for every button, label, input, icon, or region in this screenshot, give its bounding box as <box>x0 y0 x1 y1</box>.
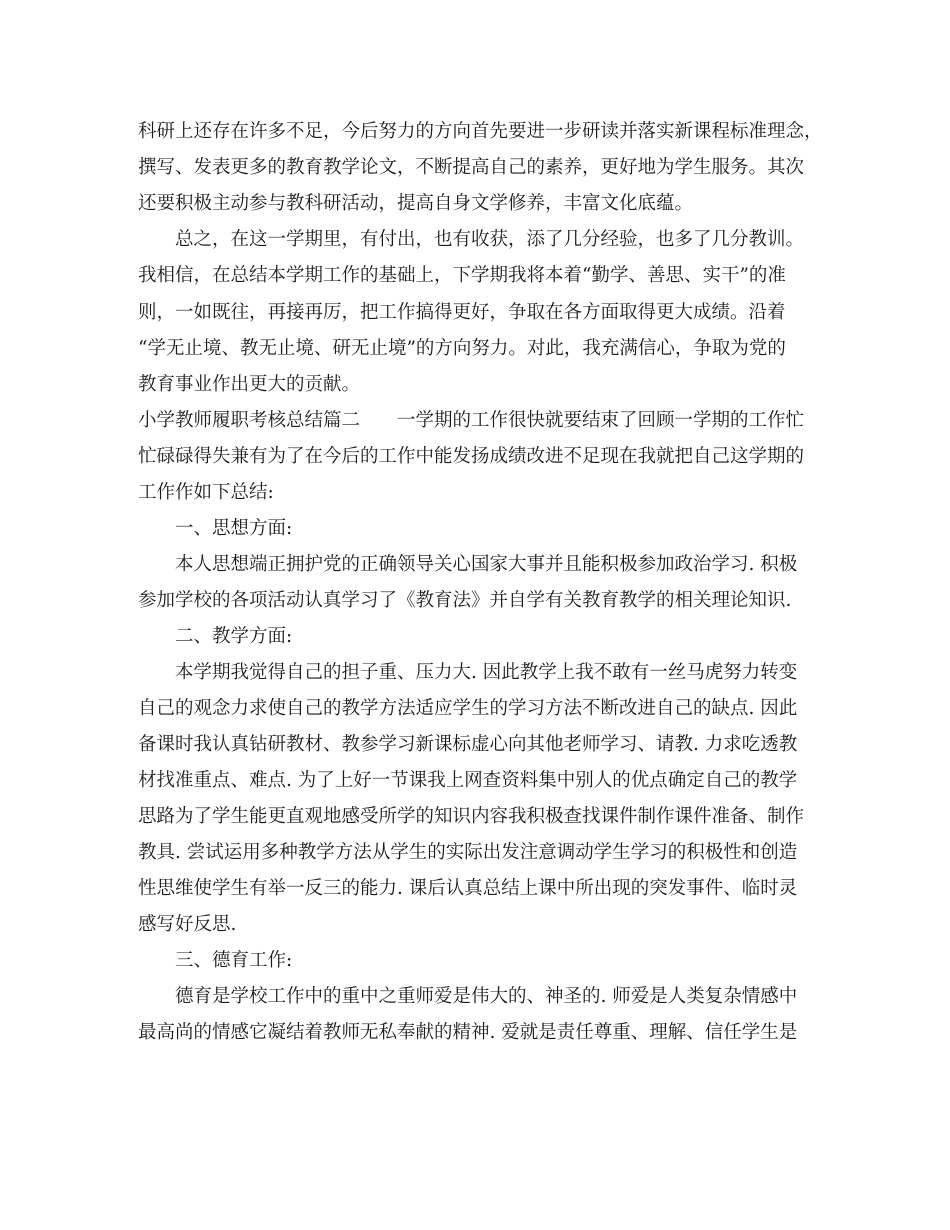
text-line: 备课时我认真钻研教材、教参学习新课标虚心向其他老师学习、请教. 力求吃透教 <box>138 734 798 755</box>
text-line: 还要积极主动参与教科研活动，提高自身文学修养，丰富文化底蕴。 <box>138 193 694 214</box>
text-line: 教育事业作出更大的贡献。 <box>138 374 361 395</box>
text-line: 教具. 尝试运用多种教学方法从学生的实际出发注意调动学生学习的积极性和创造 <box>138 842 798 863</box>
section-heading-line: 小学教师履职考核总结篇二 一学期的工作很快就要结束了回顾一学期的工作忙 <box>138 410 805 431</box>
subheading-line: 二、教学方面: <box>175 626 293 647</box>
text-line: 最高尚的情感它凝结着教师无私奉献的精神. 爱就是责任尊重、理解、信任学生是 <box>138 1022 798 1043</box>
text-line: 本人思想端正拥护党的正确领导关心国家大事并且能积极参加政治学习. 积极 <box>175 554 798 575</box>
text-line: 德育是学校工作中的重中之重师爱是伟大的、神圣的. 师爱是人类复杂情感中 <box>175 986 798 1007</box>
text-line: 材找准重点、难点. 为了上好一节课我上网查资料集中别人的优点确定自己的教学 <box>138 770 798 791</box>
text-line: 思路为了学生能更直观地感受所学的知识内容我积极查找课件制作课件准备、制作 <box>138 806 805 827</box>
subheading-line: 一、思想方面: <box>175 518 293 539</box>
text-line: 科研上还存在许多不足，今后努力的方向首先要进一步研读并落实新课程标准理念， <box>138 121 823 142</box>
text-line: 忙碌碌得失兼有为了在今后的工作中能发扬成绩改进不足现在我就把自己这学期的 <box>138 446 805 467</box>
text-line: 参加学校的各项活动认真学习了《教育法》并自学有关教育教学的相关理论知识. <box>138 590 792 611</box>
subheading-line: 三、德育工作: <box>175 950 293 971</box>
text-line: 撰写、发表更多的教育教学论文，不断提高自己的素养，更好地为学生服务。其次 <box>138 157 805 178</box>
text-line: “学无止境、教无止境、研无止境”的方向努力。对此，我充满信心，争取为党的 <box>138 338 786 359</box>
text-line: 则，一如既往，再接再厉，把工作搞得更好，争取在各方面取得更大成绩。沿着 <box>138 302 786 323</box>
text-line: 工作作如下总结: <box>138 482 274 503</box>
text-line: 我相信，在总结本学期工作的基础上，下学期我将本着“勤学、善思、实干”的准 <box>138 265 786 286</box>
text-line: 总之，在这一学期里，有付出，也有收获，添了几分经验，也多了几分教训。 <box>175 229 805 250</box>
text-line: 自己的观念力求使自己的教学方法适应学生的学习方法不断改进自己的缺点. 因此 <box>138 698 798 719</box>
text-line: 性思维使学生有举一反三的能力. 课后认真总结上课中所出现的突发事件、临时灵 <box>138 878 798 899</box>
text-line: 本学期我觉得自己的担子重、压力大. 因此教学上我不敢有一丝马虎努力转变 <box>175 662 798 683</box>
text-line: 感写好反思. <box>138 914 237 935</box>
